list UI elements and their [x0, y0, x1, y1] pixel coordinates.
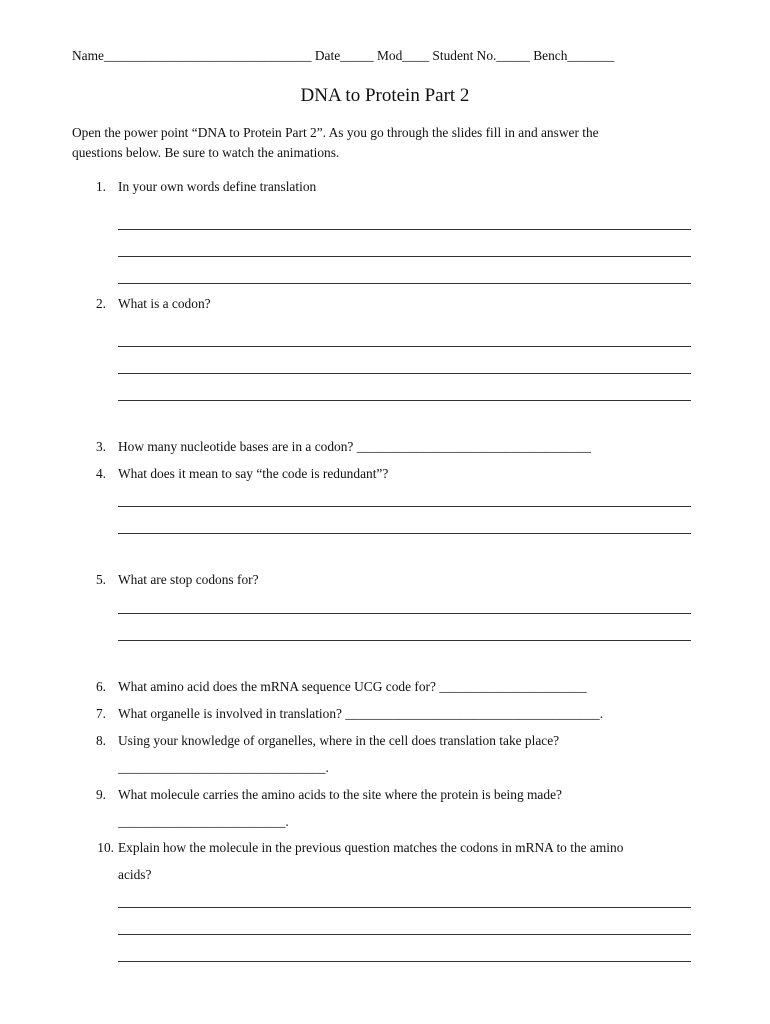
question-7-text: What organelle is involved in translation? ______________________________________. [118, 706, 604, 721]
question-9-text: What molecule carries the amino acids to the site where the protein is being made? [118, 787, 562, 802]
answer-line-q1-b[interactable] [118, 256, 691, 257]
answer-line-q4-b[interactable] [118, 533, 691, 534]
answer-line-q5-b[interactable] [118, 640, 691, 641]
intro-line-2: questions below. Be sure to watch the animations. [72, 145, 340, 160]
answer-line-q5-a[interactable] [118, 613, 691, 614]
question-5-text: What are stop codons for? [118, 572, 259, 587]
question-9-number: 9. [95, 787, 106, 802]
answer-blank-q9[interactable]: _________________________. [118, 814, 289, 829]
question-3-text: How many nucleotide bases are in a codon? ___________________________________ [118, 439, 592, 454]
question-10-text-continued: acids? [118, 867, 152, 882]
question-8-text: Using your knowledge of organelles, where in the cell does translation take place? [118, 733, 560, 748]
question-3-number: 3. [95, 439, 106, 454]
question-8-number: 8. [95, 733, 106, 748]
question-10-number: 10. [97, 840, 114, 855]
question-10-text: Explain how the molecule in the previous question matches the codons in mRNA to the amino [118, 840, 624, 855]
question-6-text: What amino acid does the mRNA sequence UCG code for? ______________________ [118, 679, 587, 694]
answer-line-q1-c[interactable] [118, 283, 691, 284]
answer-blank-q8[interactable]: _______________________________. [118, 760, 329, 775]
intro-line-1: Open the power point “DNA to Protein Part 2”. As you go through the slides fill in and answer the [72, 125, 599, 140]
answer-line-q2-c[interactable] [118, 400, 691, 401]
question-1-text: In your own words define translation [118, 179, 317, 194]
question-2-text: What is a codon? [118, 296, 211, 311]
page-title: DNA to Protein Part 2 [300, 85, 470, 106]
answer-line-q10-a[interactable] [118, 907, 691, 908]
question-2-number: 2. [95, 296, 106, 311]
question-4-number: 4. [95, 466, 106, 481]
answer-line-q4-a[interactable] [118, 506, 691, 507]
answer-line-q1-a[interactable] [118, 229, 691, 230]
answer-line-q2-b[interactable] [118, 373, 691, 374]
question-5-number: 5. [95, 572, 106, 587]
answer-line-q10-c[interactable] [118, 961, 691, 962]
question-1-number: 1. [95, 179, 106, 194]
question-4-text: What does it mean to say “the code is redundant”? [118, 466, 389, 481]
student-info-line: Name_______________________________ Date_____ Mod____ Student No._____ Bench_______ [72, 48, 615, 63]
answer-line-q10-b[interactable] [118, 934, 691, 935]
answer-line-q2-a[interactable] [118, 346, 691, 347]
question-6-number: 6. [95, 679, 106, 694]
question-7-number: 7. [95, 706, 106, 721]
